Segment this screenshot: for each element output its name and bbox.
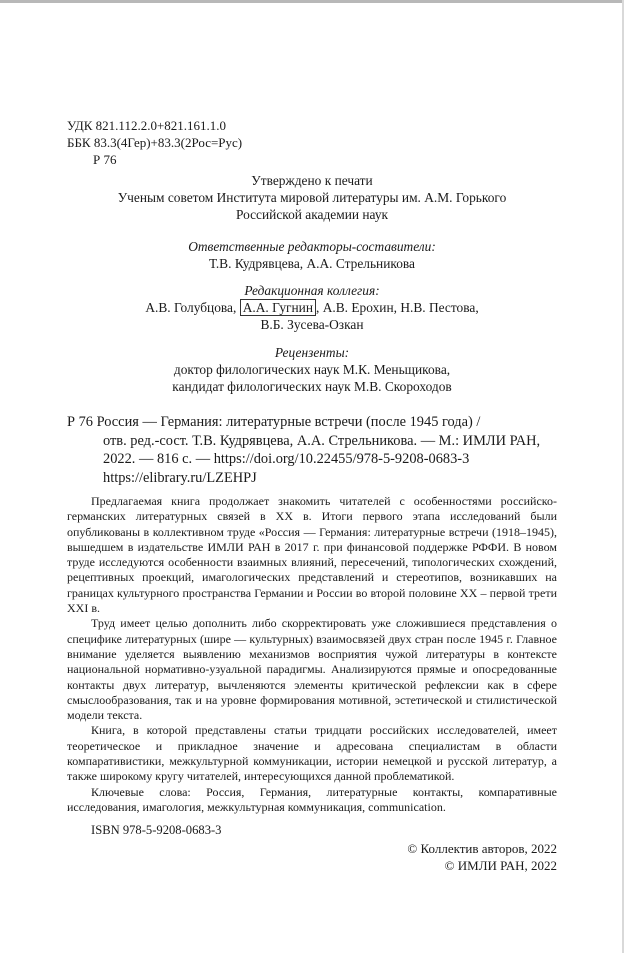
approval-block	[67, 172, 557, 223]
reviewer-1: доктор филологических наук М.К. Меньщикова,	[173, 362, 451, 377]
bbk-index: ББК 83.3(4Гер)+83.3(2Рос=Рус)	[67, 135, 243, 150]
board-name-rest: , А.В. Ерохин, Н.В. Пестова,	[316, 300, 479, 315]
board-heading: Редакционная коллегия:	[244, 283, 380, 298]
board-line-2: В.Б. Зусева-Озкан	[260, 317, 364, 332]
reviewers-heading: Рецензенты:	[274, 345, 350, 360]
isbn: ISBN 978-5-9208-0683-3	[91, 823, 222, 837]
board-line-1	[67, 299, 557, 316]
bib-line-1: Р 76 Россия — Германия: литературные встречи (после 1945 года) /	[67, 414, 481, 430]
editorial-board-block	[67, 282, 557, 333]
annotation-paragraph-2: Труд имеет целью дополнить либо скорректировать уже сложившиеся представления о специфике литературных (шире — культурных) взаимосвязей двух стран после 1945 г. Главное внимание уделяется выявлению механизмов восприятия чужой литературы в контексте национальной нормативно-узуальной парадигмы. Анализируются прямые и опосредованные контакты двух литератур, вычленяются элементы критической рефлексии как в сфере смыслообразования, так и на уровне формирования мотивной, эстетической и стилистической модели текста.	[67, 616, 557, 723]
copyright-publisher: © ИМЛИ РАН, 2022	[444, 858, 557, 873]
keywords: Ключевые слова: Россия, Германия, литературные контакты, компаративные исследования, имагология, межкультурная коммуникация, communication.	[67, 784, 557, 814]
annotation-paragraph-3: Книга, в которой представлены статьи тридцати российских исследователей, имеет теоретическое и прикладное значение и адресована специалистам в области компаративистики, межкультурной коммуникации, истории немецкой и русской литератур, а также широкому кругу читателей, интересующихся данной проблематикой.	[67, 723, 557, 784]
copyright-block	[407, 840, 557, 874]
annotation-paragraph-1: Предлагаемая книга продолжает знакомить читателей с особенностями российско-германских литературных связей в XX в. Итоги первого этапа исследований были опубликованы в коллективном труде «Россия — Германия: литературные встречи (1918–1945), вышедшем в издательстве ИМЛИ РАН в 2017 г. при финансовой поддержке РФФИ. В новом труде исследуются особенности взаимных влияний, пересечений, типологических схождений, рецептивных проекций, имагологических представлений и стереотипов, возникавших на границах культурного пространства Германии и России во второй половине XX – первой трети XXI в.	[67, 494, 557, 616]
bib-line-3: 2022. — 816 с. — https://doi.org/10.22455/978-5-9208-0683-3	[103, 451, 470, 467]
editors-block	[67, 238, 557, 272]
annotation	[67, 494, 557, 815]
bib-line-2: отв. ред.-сост. Т.В. Кудрявцева, А.А. Стрельникова. — М.: ИМЛИ РАН,	[103, 432, 541, 449]
author-code: Р 76	[93, 152, 117, 167]
top-page-edge	[0, 0, 624, 3]
bibliographic-record	[67, 413, 557, 487]
approval-line-1: Утверждено к печати	[251, 173, 373, 188]
reviewer-2: кандидат филологических наук М.В. Скороходов	[172, 379, 452, 394]
approval-line-3: Российской академии наук	[235, 207, 389, 222]
copyright-authors: © Коллектив авторов, 2022	[407, 841, 557, 856]
reviewers-block	[67, 344, 557, 395]
udk-index: УДК 821.112.2.0+821.161.1.0	[67, 118, 227, 133]
board-name-boxed: А.А. Гугнин	[240, 299, 316, 316]
editors-names: Т.В. Кудрявцева, А.А. Стрельникова	[209, 256, 415, 271]
board-name-1: А.В. Голубцова,	[145, 300, 237, 315]
approval-line-2: Ученым советом Института мировой литературы им. А.М. Горького	[117, 190, 507, 205]
bib-line-4: https://elibrary.ru/LZEHPJ	[103, 469, 257, 486]
editors-heading: Ответственные редакторы-составители:	[188, 239, 436, 254]
classification-block	[67, 117, 242, 168]
